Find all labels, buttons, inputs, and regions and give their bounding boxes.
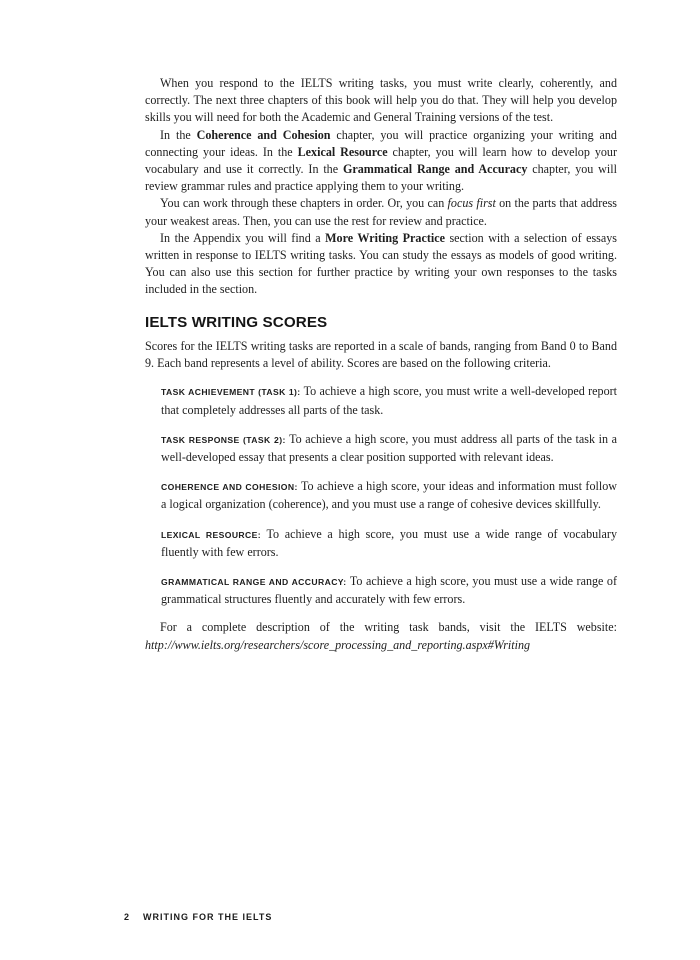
criterion-task-achievement: TASK ACHIEVEMENT (TASK 1): To achieve a high score, you must write a well-developed report that completely addresses all parts of the task.	[161, 384, 618, 417]
criterion-coherence-cohesion: COHERENCE AND COHESION: To achieve a high score, your ideas and information must follow a logical organization (coherence), and you must use a range of cohesive devices skillfully.	[161, 479, 617, 512]
page-footer	[124, 912, 272, 922]
scores-section	[145, 314, 617, 654]
intro-paragraph-2: In the Coherence and Cohesion chapter, you will practice organizing your writing and connecting your ideas. In the Lexical Resource chapter, you will learn how to develop your vocabulary and use it correctly. In the Grammatical Range and Accuracy chapter, you will review grammar rules and practice applying them to your writing.	[145, 127, 617, 194]
criterion-lexical-resource: LEXICAL RESOURCE: To achieve a high score, you must use a wide range of vocabulary fluently with few errors.	[161, 526, 617, 559]
criterion-grammatical-range: GRAMMATICAL RANGE AND ACCURACY: To achieve a high score, you must use a wide range of grammatical structures fluently and accurately with few errors.	[161, 574, 618, 607]
intro-section	[145, 75, 617, 299]
page-number: 2	[124, 912, 131, 922]
ielts-website-link[interactable]: http://www.ielts.org/researchers/score_processing_and_reporting.aspx#Writing	[145, 637, 531, 652]
intro-paragraph-3: You can work through these chapters in order. Or, you can focus first on the parts that address your weakest areas. Then, you can use the rest for review and practice.	[145, 196, 617, 228]
book-title: WRITING FOR THE IELTS	[143, 912, 273, 922]
section-heading: IELTS WRITING SCORES	[145, 314, 328, 331]
criterion-task-response: TASK RESPONSE (TASK 2): To achieve a high score, you must address all parts of the task in a well-developed essay that presents a clear position supported with relevant ideas.	[161, 431, 617, 465]
closing-paragraph: For a complete description of the writing task bands, visit the IELTS website: http://www.ielts.org/researchers/score_processing_and_reporting.aspx#Writing	[145, 620, 617, 652]
scores-intro: Scores for the IELTS writing tasks are reported in a scale of bands, ranging from Band 0 to Band 9. Each band represents a level of ability. Scores are based on the following criteria.	[145, 339, 617, 371]
intro-paragraph-1: When you respond to the IELTS writing tasks, you must write clearly, coherently, and correctly. The next three chapters of this book will help you do that. They will help you develop skills you will need for both the Academic and General Training versions of the test.	[145, 76, 617, 125]
intro-paragraph-4: In the Appendix you will find a More Writing Practice section with a selection of essays written in response to IELTS writing tasks. You can study the essays as models of good writing. You can also use this section for further practice by writing your own responses to the tasks included in the section.	[145, 230, 617, 297]
